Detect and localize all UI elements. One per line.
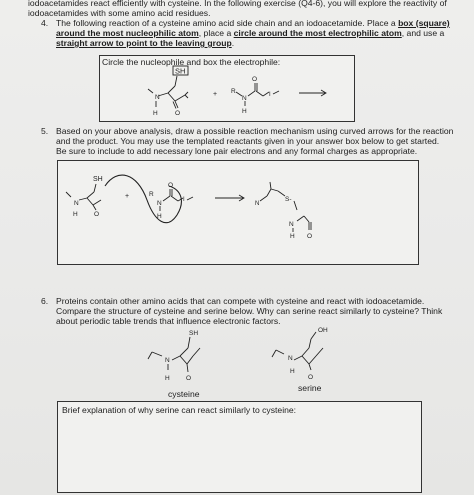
q4-text-b: , place a xyxy=(198,28,232,38)
q6-ser-oh-label: OH xyxy=(318,327,328,334)
question-4-line-3 xyxy=(56,38,234,49)
iodo-i-label: I xyxy=(269,92,271,98)
q5-iodo-n-label: N xyxy=(157,200,162,207)
sh-label: SH xyxy=(175,66,186,76)
q5-cys-o-label: O xyxy=(94,211,100,218)
q4-bold-nucleophilic: around the most nucleophilic atom xyxy=(56,28,199,38)
cysteine-label: cysteine xyxy=(168,389,200,399)
q6-cys-h-label: H xyxy=(165,375,170,382)
q4-text-d: . xyxy=(231,38,235,48)
cys-h-label: H xyxy=(153,110,158,117)
cys-o-label: O xyxy=(175,110,181,117)
question-5-line-2: and the product. You may use the templated reactants given in your answer box below to get started. xyxy=(56,136,440,146)
question-4-number: 4. xyxy=(41,18,49,28)
iodo-r-label: R xyxy=(231,88,236,95)
q4-box-label: Circle the nucleophile and box the electrophile: xyxy=(102,57,281,67)
q6-structures xyxy=(130,326,370,406)
question-4-line-1 xyxy=(56,18,450,29)
q4-bold-arrow: straight arrow to point to the leaving group xyxy=(56,38,232,48)
question-6-line-3: about periodic table trends that influence electronic factors. xyxy=(56,316,281,326)
q4-reaction-drawing xyxy=(99,55,355,122)
question-6-line-2: Compare the structure of cysteine and serine below. Why can serine react similarly to cysteine? Think xyxy=(56,306,443,316)
q5-prod-n-label: N xyxy=(255,201,260,207)
question-6-number: 6. xyxy=(41,296,49,306)
iodo-n-label: N xyxy=(242,95,247,102)
q5-iodo-h-label: H xyxy=(157,213,162,220)
plus-sign: + xyxy=(213,91,218,98)
cys-n-label: N xyxy=(155,94,160,101)
q4-bold-circle: circle around the most electrophilic atom xyxy=(233,28,402,38)
q6-ser-o-label: O xyxy=(308,374,314,381)
q6-ser-n-label: N xyxy=(288,355,293,362)
q5-prod-o-label: O xyxy=(307,233,313,240)
iodo-h-label: H xyxy=(242,108,247,115)
intro-line-1: iodoacetamides react efficiently with cysteine. In the following exercise (Q4-6), you will explore the reactivity of xyxy=(28,0,447,8)
intro-line-2: iodoacetamides with some amino acid residues. xyxy=(28,8,211,18)
q5-sh-label: SH xyxy=(93,176,103,183)
q6-ser-h-label: H xyxy=(290,368,295,375)
q4-text-a: The following reaction of a cysteine amino acid side chain and an iodoacetamide. Place a xyxy=(56,18,396,28)
q5-prod-h-label: H xyxy=(290,233,295,240)
q5-iodo-r-label: R xyxy=(149,191,154,198)
q5-iodo-i-label: I xyxy=(183,197,185,203)
q6-cys-o-label: O xyxy=(186,375,192,382)
serine-label: serine xyxy=(298,383,322,393)
question-4-line-2 xyxy=(56,28,444,39)
question-6-line-1: Proteins contain other amino acids that can compete with cysteine and react with iodoacetamide. xyxy=(56,296,425,306)
q6-box-label: Brief explanation of why serine can react similarly to cysteine: xyxy=(62,405,297,415)
q5-prod-n2-label: N xyxy=(289,221,294,228)
q5-iodo-o-label: O xyxy=(168,182,174,189)
question-5-line-1: Based on your above analysis, draw a possible reaction mechanism using curved arrows for the reaction xyxy=(56,126,454,136)
q4-bold-box: box (square) xyxy=(398,18,450,28)
q6-cys-n-label: N xyxy=(165,357,170,364)
q5-plus-sign: + xyxy=(125,193,130,200)
q4-text-c: , and use a xyxy=(401,28,445,38)
question-5-line-3: Be sure to include to add necessary lone pair electrons and any formal charges as appropriate. xyxy=(56,146,418,156)
question-5-number: 5. xyxy=(41,126,49,136)
q5-mechanism-drawing xyxy=(57,160,419,265)
q5-cys-n-label: N xyxy=(74,200,79,207)
q5-cys-h-label: H xyxy=(73,211,78,218)
iodo-o-label: O xyxy=(252,76,258,83)
q6-cys-sh-label: SH xyxy=(189,330,199,337)
q5-prod-s-label: S- xyxy=(285,196,292,203)
